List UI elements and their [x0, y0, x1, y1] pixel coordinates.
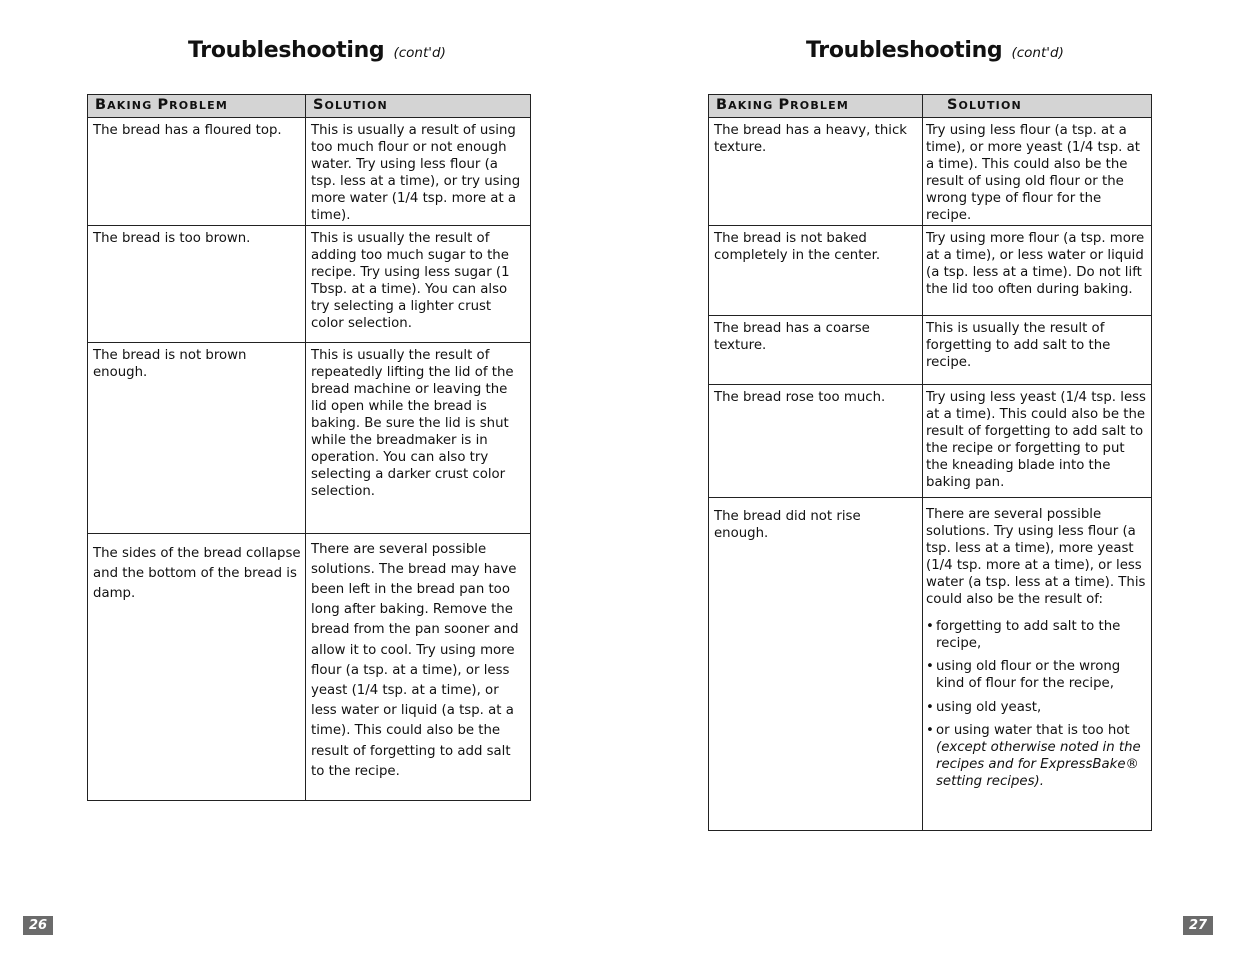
list-item: • using old flour or the wrong kind of flour for the recipe,	[926, 659, 1121, 692]
problem-cell: The bread rose too much.	[709, 384, 923, 497]
table-row	[88, 342, 531, 533]
problem-cell: The bread has a floured top.	[88, 118, 306, 226]
table-row	[709, 118, 1152, 226]
solution-cell: This is usually the result of forgetting to add salt to the recipe.	[923, 315, 1152, 384]
solution-cell: Try using less yeast (1/4 tsp. less at a time). This could also be the result of forgetting to add salt to the recipe or forgetting to put the kneading blade into the baking pan.	[923, 384, 1152, 497]
problem-cell: The bread has a heavy, thick texture.	[709, 118, 923, 226]
bullet-list	[926, 618, 1149, 790]
right-page	[618, 0, 1235, 954]
left-page	[0, 0, 617, 954]
solution-cell: There are several possible solutions. The bread may have been left in the bread pan too long after baking. Remove the bread from the pan sooner and allow it to cool. Try using more flour (a tsp. at a time), or less yeast (1/4 tsp. at a time), or less water or liquid (a tsp. at a time). This could also be the result of forgetting to add salt to the recipe.	[306, 533, 531, 800]
problem-cell: The sides of the bread collapse and the bottom of the bread is damp.	[88, 533, 306, 800]
page-number: 27	[1183, 916, 1213, 935]
page-title: Troubleshooting (cont'd)	[188, 38, 446, 63]
solution-cell: This is usually the result of repeatedly lifting the lid of the bread machine or leaving the lid open while the bread is baking. Be sure the lid is shut while the breadmaker is in operation. You can also try selecting a darker crust color selection.	[306, 342, 531, 533]
problem-cell: The bread is not baked completely in the center.	[709, 225, 923, 315]
problem-cell: The bread is not brown enough.	[88, 342, 306, 533]
troubleshooting-table	[708, 94, 1152, 831]
column-header-baking-problem: BAKING PROBLEM	[88, 95, 306, 118]
solution-cell: This is usually the result of adding too much sugar to the recipe. Try using less sugar (1 Tbsp. at a time). You can also try selecting a lighter crust color selection.	[306, 225, 531, 342]
table-header-row	[709, 95, 1152, 118]
table-row	[709, 384, 1152, 497]
solution-cell: Try using less flour (a tsp. at a time), or more yeast (1/4 tsp. at a time). This could also be the result of using old flour or the wrong type of flour for the recipe.	[923, 118, 1152, 226]
solution-cell: Try using more flour (a tsp. more at a time), or less water or liquid (a tsp. less at a time). Do not lift the lid too often during baking.	[923, 225, 1152, 315]
list-item: • using old yeast,	[926, 699, 1042, 715]
solution-text: There are several possible solutions. Try using less flour (a tsp. less at a time), more yeast (1/4 tsp. more at a time), or less water (a tsp. less at a time). This could also be the result of:	[926, 506, 1146, 608]
column-header-solution: SOLUTION	[923, 95, 1152, 118]
column-header-baking-problem: BAKING PROBLEM	[709, 95, 923, 118]
solution-cell	[923, 497, 1152, 830]
troubleshooting-table	[87, 94, 531, 801]
table-row	[88, 118, 531, 226]
solution-cell: This is usually a result of using too much flour or not enough water. Try using less flour (a tsp. less at a time), or try using more water (1/4 tsp. more at a time).	[306, 118, 531, 226]
page-title: Troubleshooting (cont'd)	[806, 38, 1064, 63]
list-item: • forgetting to add salt to the recipe,	[926, 619, 1121, 652]
problem-cell: The bread did not rise enough.	[709, 497, 923, 830]
page-number: 26	[23, 916, 53, 935]
list-item: • or using water that is too hot (except otherwise noted in the recipes and for ExpressBake® setting recipes).	[926, 722, 1141, 789]
column-header-solution: SOLUTION	[306, 95, 531, 118]
table-header-row	[88, 95, 531, 118]
table-row	[709, 225, 1152, 315]
problem-cell: The bread has a coarse texture.	[709, 315, 923, 384]
table-row	[88, 533, 531, 800]
table-row	[709, 497, 1152, 830]
table-row	[88, 225, 531, 342]
bullet-note: (except otherwise noted in the recipes and for ExpressBake® setting recipes).	[936, 739, 1141, 789]
problem-cell: The bread is too brown.	[88, 225, 306, 342]
table-row	[709, 315, 1152, 384]
